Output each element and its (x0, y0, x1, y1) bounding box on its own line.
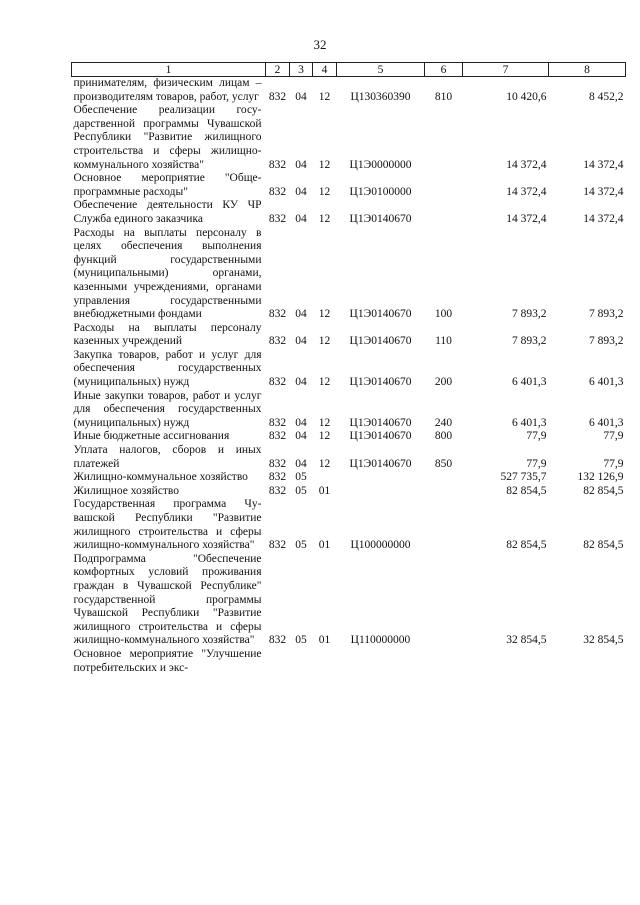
header-col-3: 3 (290, 63, 313, 77)
row-expense-type: 100 (434, 308, 453, 321)
row-amount-year2: 6 401,3 (589, 376, 624, 389)
row-name: принимателям, физическим лицам – производителям товаров, работ, услуг (73, 77, 262, 103)
row-name: Закупка товаров, работ и услуг для обеспечения государственных (муниципальных) нужд (73, 348, 262, 389)
row-target-article: Ц130360390 (350, 90, 411, 103)
row-section: 05 (295, 471, 307, 484)
header-col-6: 6 (425, 63, 463, 77)
row-amount-year2: 14 372,4 (583, 158, 624, 171)
row-subsection: 12 (318, 90, 331, 103)
row-name: Расходы на выплаты персоналу казенных учреждений (73, 321, 262, 348)
row-expense-type: 850 (434, 457, 453, 470)
row-amount-year2 (549, 648, 626, 675)
row-amount-year1: 32 854,5 (506, 634, 547, 647)
row-target-article (337, 485, 425, 499)
table-row (72, 485, 626, 499)
row-expense-type: 110 (435, 335, 452, 348)
row-target-article (337, 471, 425, 485)
row-ministry-code: 832 (268, 471, 287, 484)
table-row (72, 471, 626, 485)
row-subsection: 12 (318, 212, 331, 225)
row-ministry-code: 832 (268, 335, 287, 348)
row-subsection: 12 (318, 308, 331, 321)
row-amount-year1: 77,9 (526, 430, 547, 443)
row-amount-year1: 10 420,6 (506, 90, 547, 103)
row-ministry-code: 832 (268, 212, 287, 225)
row-expense-type: 800 (434, 430, 453, 443)
row-subsection (313, 471, 337, 485)
row-section: 05 (295, 634, 307, 647)
row-section: 05 (295, 539, 307, 552)
row-amount-year2: 14 372,4 (583, 212, 624, 225)
row-amount-year2: 132 126,9 (577, 471, 624, 484)
row-amount-year2: 7 893,2 (589, 308, 624, 321)
row-subsection: 12 (318, 430, 331, 443)
row-amount-year1: 7 893,2 (512, 335, 547, 348)
row-section: 04 (295, 335, 307, 348)
row-subsection: 12 (318, 457, 331, 470)
row-ministry-code: 832 (268, 158, 287, 171)
row-subsection: 12 (318, 335, 331, 348)
row-ministry-code: 832 (268, 634, 287, 647)
row-amount-year2: 82 854,5 (583, 539, 624, 552)
table-row (72, 430, 626, 444)
budget-table (71, 62, 626, 675)
row-amount-year1: 14 372,4 (506, 185, 547, 198)
table-row (72, 390, 626, 431)
row-ministry-code: 832 (268, 376, 287, 389)
row-subsection: 12 (318, 185, 331, 198)
row-section: 04 (295, 416, 307, 429)
row-target-article: Ц110000000 (350, 634, 411, 647)
table-row (72, 444, 626, 471)
column-number-header (72, 63, 626, 77)
row-name: Государственная программа Чувашской Республики "Развитие жилищного строительства и сферы жилищно-коммунального хозяйства" (73, 498, 262, 552)
row-section: 04 (295, 376, 307, 389)
row-ministry-code: 832 (268, 539, 287, 552)
row-amount-year2: 32 854,5 (583, 634, 624, 647)
row-section: 04 (295, 185, 307, 198)
row-amount-year1 (463, 648, 549, 675)
row-subsection (313, 648, 337, 675)
row-name: Обеспечение деятельности КУ ЧР Служба единого заказчика (73, 199, 262, 225)
row-target-article: Ц1Э0100000 (349, 185, 412, 198)
row-expense-type (425, 471, 463, 485)
row-amount-year1: 82 854,5 (506, 539, 547, 552)
row-amount-year1: 77,9 (526, 457, 547, 470)
row-name: Уплата налогов, сборов и иных платежей (73, 444, 262, 470)
row-amount-year1: 82 854,5 (506, 484, 547, 497)
row-ministry-code: 832 (268, 308, 287, 321)
row-amount-year2: 6 401,3 (589, 416, 624, 429)
row-subsection: 01 (318, 539, 331, 552)
row-target-article: Ц1Э0140670 (349, 335, 412, 348)
header-col-1: 1 (72, 63, 266, 77)
row-ministry-code: 832 (268, 430, 287, 443)
row-expense-type (425, 553, 463, 648)
table-row (72, 322, 626, 349)
row-name: Расходы на выплаты персоналу в целях обеспечения выполнения функций государственными (муниципальными) органами, казенными учреждениями, органами управления государственными внебюджетными фондами (73, 226, 262, 321)
row-amount-year1: 527 735,7 (500, 471, 547, 484)
row-target-article: Ц1Э0140670 (349, 308, 412, 321)
table-row (72, 172, 626, 199)
table-row (72, 104, 626, 172)
row-section: 04 (295, 308, 307, 321)
row-amount-year1: 14 372,4 (506, 158, 547, 171)
row-name: Подпрограмма "Обеспечение комфортных условий проживания граждан в Чувашской Республике" государственной программы Чувашской Республики "Развитие жилищного строительства и сферы жилищно-коммунального хозяйства" (73, 552, 262, 647)
row-name: Жилищное хозяйство (73, 484, 180, 497)
table-row (72, 648, 626, 675)
row-target-article: Ц1Э0140670 (349, 457, 412, 470)
row-expense-type (425, 172, 463, 199)
row-expense-type: 810 (434, 90, 453, 103)
row-ministry-code: 832 (268, 185, 287, 198)
row-section: 04 (295, 212, 307, 225)
table-row (72, 349, 626, 390)
header-col-4: 4 (313, 63, 337, 77)
row-section: 04 (295, 457, 307, 470)
row-subsection: 12 (318, 416, 331, 429)
row-amount-year2: 14 372,4 (583, 185, 624, 198)
row-amount-year1: 6 401,3 (512, 376, 547, 389)
row-target-article: Ц1Э0140670 (349, 376, 412, 389)
header-col-5: 5 (337, 63, 425, 77)
row-amount-year2: 82 854,5 (583, 484, 624, 497)
table-row (72, 498, 626, 552)
row-section: 04 (295, 158, 307, 171)
row-target-article: Ц100000000 (350, 539, 411, 552)
row-name: Основное мероприятие "Улучшение потребительских и экс- (73, 647, 262, 674)
row-subsection: 01 (318, 484, 331, 497)
row-target-article: Ц1Э0140670 (349, 430, 412, 443)
row-name: Обеспечение реализации государственной программы Чувашской Республики "Развитие жилищного строительства и сферы жилищно-коммунального хозяйства" (73, 104, 262, 171)
row-subsection: 12 (318, 158, 331, 171)
row-amount-year2: 77,9 (603, 430, 624, 443)
row-expense-type (425, 648, 463, 675)
row-ministry-code: 832 (268, 484, 287, 497)
row-section: 04 (295, 430, 307, 443)
header-col-2: 2 (266, 63, 290, 77)
row-expense-type (425, 498, 463, 552)
row-name: Иные закупки товаров, работ и услуг для обеспечения государственных (муниципальных) нужд (73, 389, 262, 429)
row-ministry-code: 832 (268, 457, 287, 470)
row-subsection: 01 (318, 634, 331, 647)
row-section: 05 (295, 484, 307, 497)
row-section (290, 648, 313, 675)
table-row (72, 77, 626, 105)
row-target-article: Ц1Э0000000 (349, 158, 412, 171)
row-expense-type (425, 104, 463, 172)
row-ministry-code: 832 (268, 90, 287, 103)
row-amount-year1: 6 401,3 (512, 416, 547, 429)
row-expense-type (425, 485, 463, 499)
row-name: Основное мероприятие "Общепрограммные расходы" (73, 172, 262, 198)
row-amount-year1: 14 372,4 (506, 212, 547, 225)
table-row (72, 199, 626, 226)
table-row (72, 227, 626, 322)
row-expense-type: 240 (434, 416, 453, 429)
row-amount-year1: 7 893,2 (512, 308, 547, 321)
header-col-7: 7 (463, 63, 549, 77)
row-expense-type (425, 199, 463, 226)
row-ministry-code (266, 648, 290, 675)
row-target-article (337, 648, 425, 675)
row-expense-type: 200 (434, 376, 453, 389)
row-amount-year2: 8 452,2 (589, 90, 624, 103)
row-section: 04 (295, 90, 307, 103)
header-col-8: 8 (549, 63, 626, 77)
page-number: 32 (313, 37, 327, 52)
row-name: Жилищно-коммунальное хозяйство (73, 471, 248, 484)
row-subsection: 12 (318, 376, 331, 389)
row-target-article: Ц1Э0140670 (349, 212, 412, 225)
row-amount-year2: 77,9 (603, 457, 624, 470)
row-name: Иные бюджетные ассигнования (73, 430, 230, 443)
row-amount-year2: 7 893,2 (589, 335, 624, 348)
table-row (72, 553, 626, 648)
row-ministry-code: 832 (268, 416, 287, 429)
row-target-article: Ц1Э0140670 (349, 416, 412, 429)
